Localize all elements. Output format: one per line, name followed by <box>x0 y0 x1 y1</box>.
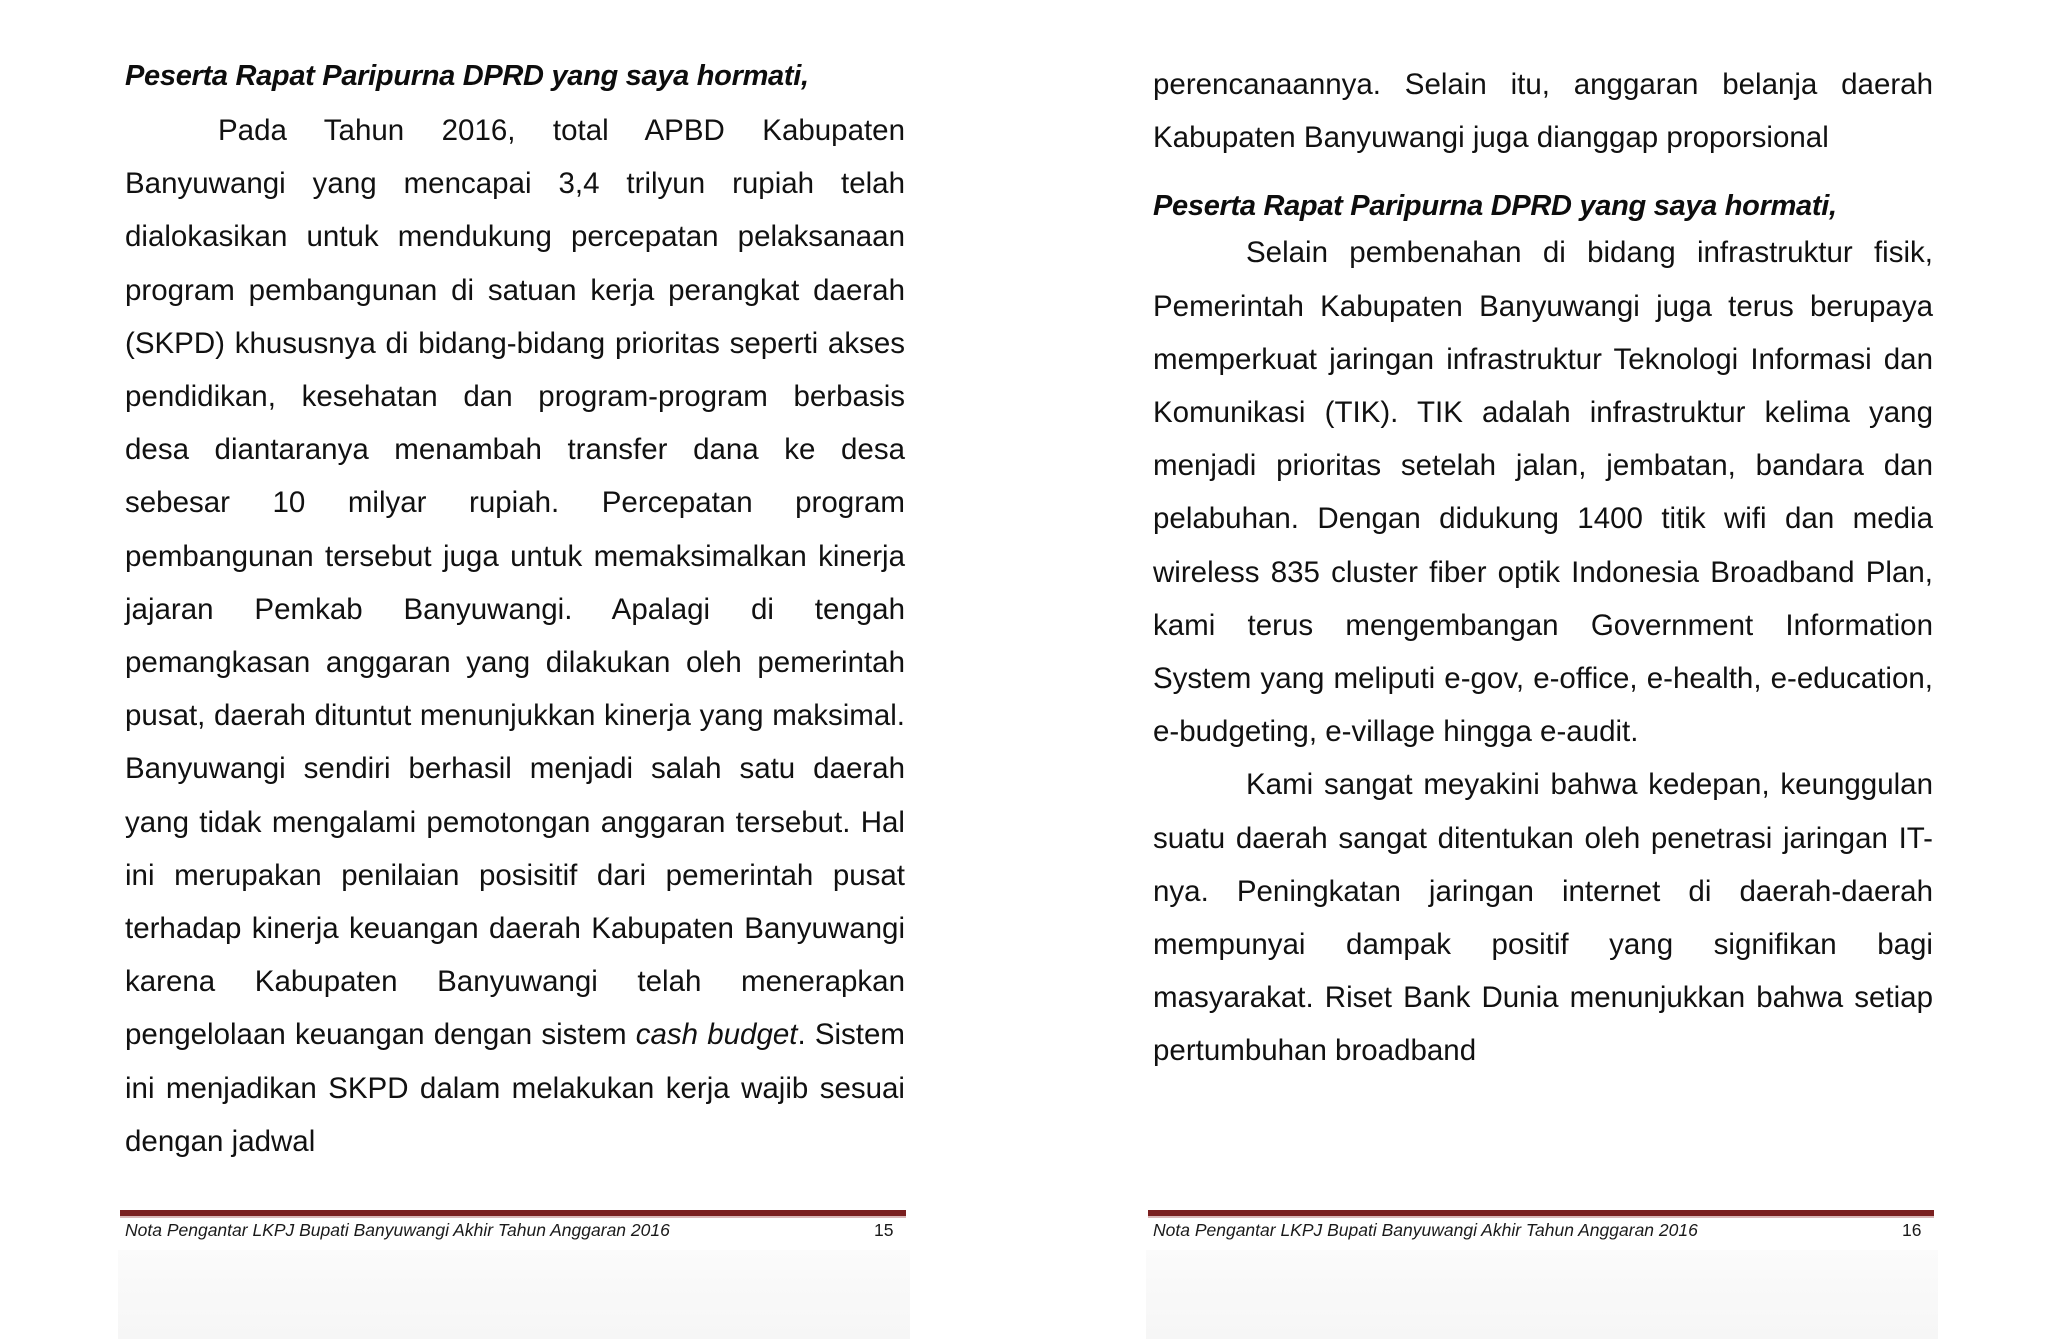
right-page-paragraph-2: Kami sangat meyakini bahwa kedepan, keunggulan suatu daerah sangat ditentukan oleh penetrasi jaringan IT-nya. Peningkatan jaringan internet di daerah-daerah mempunyai dampak positif yang signifikan bagi masyarakat. Riset Bank Dunia menunjukkan bahwa setiap pertumbuhan broadband <box>1153 768 1933 1068</box>
footer-document-title: Nota Pengantar LKPJ Bupati Banyuwangi Akhir Tahun Anggaran 2016 <box>125 1220 670 1240</box>
paragraph-text: Pada Tahun 2016, total APBD Kabupaten Banyuwangi yang mencapai 3,4 trilyun rupiah telah dialokasikan untuk mendukung percepatan pelaksanaan program pembangunan di satuan kerja perangkat daerah (SKPD) khususnya di bidang-bidang prioritas seperti akses pendidikan, kesehatan dan program-program berbasis desa diantaranya menambah transfer dana ke desa sebesar 10 milyar rupiah. Percepatan program pembangunan tersebut juga untuk memaksimalkan kinerja jajaran Pemkab Banyuwangi. Apalagi di tengah pemangkasan anggaran yang dilakukan oleh pemerintah pusat, daerah dituntut menunjukkan kinerja yang maksimal. Banyuwangi sendiri berhasil menjadi salah satu daerah yang tidak mengalami pemotongan anggaran tersebut. Hal ini merupakan penilaian posisitif dari pemerintah pusat terhadap kinerja keuangan daerah Kabupaten Banyuwangi karena Kabupaten Banyuwangi telah menerapkan pengelolaan keuangan dengan sistem <box>125 114 905 1052</box>
bottom-margin <box>1146 1250 1938 1339</box>
footer-document-title: Nota Pengantar LKPJ Bupati Banyuwangi Akhir Tahun Anggaran 2016 <box>1153 1220 1698 1240</box>
bottom-margin <box>118 1250 910 1339</box>
right-page-continuation: perencanaannya. Selain itu, anggaran belanja daerah Kabupaten Banyuwangi juga dianggap proporsional <box>1153 68 1933 155</box>
paragraph-italic-term: cash budget <box>635 1018 798 1052</box>
right-page-heading: Peserta Rapat Paripurna DPRD yang saya hormati, <box>1153 190 1837 223</box>
left-page-paragraph <box>125 104 905 1168</box>
right-page-paragraph-1: Selain pembenahan di bidang infrastruktur fisik, Pemerintah Kabupaten Banyuwangi juga terus berupaya memperkuat jaringan infrastruktur Teknologi Informasi dan Komunikasi (TIK). TIK adalah infrastruktur kelima yang menjadi prioritas setelah jalan, jembatan, bandara dan pelabuhan. Dengan didukung 1400 titik wifi dan media wireless 835 cluster fiber optik Indonesia Broadband Plan, kami terus mengembangan Government Information System yang meliputi e-gov, e-office, e-health, e-education, e-budgeting, e-village hingga e-audit. <box>1153 236 1933 749</box>
page-number: 16 <box>1902 1220 1922 1240</box>
footer-rule <box>120 1210 906 1218</box>
right-page-content <box>1153 58 1933 1078</box>
left-page-content <box>125 58 905 1168</box>
paragraph-text-end: . Sistem ini menjadikan SKPD dalam melakukan kerja wajib sesuai dengan jadwal <box>125 1018 905 1158</box>
right-page <box>1024 0 2048 1339</box>
footer-rule <box>1148 1210 1934 1218</box>
left-page-heading: Peserta Rapat Paripurna DPRD yang saya hormati, <box>125 60 809 92</box>
page-number: 15 <box>874 1220 894 1240</box>
